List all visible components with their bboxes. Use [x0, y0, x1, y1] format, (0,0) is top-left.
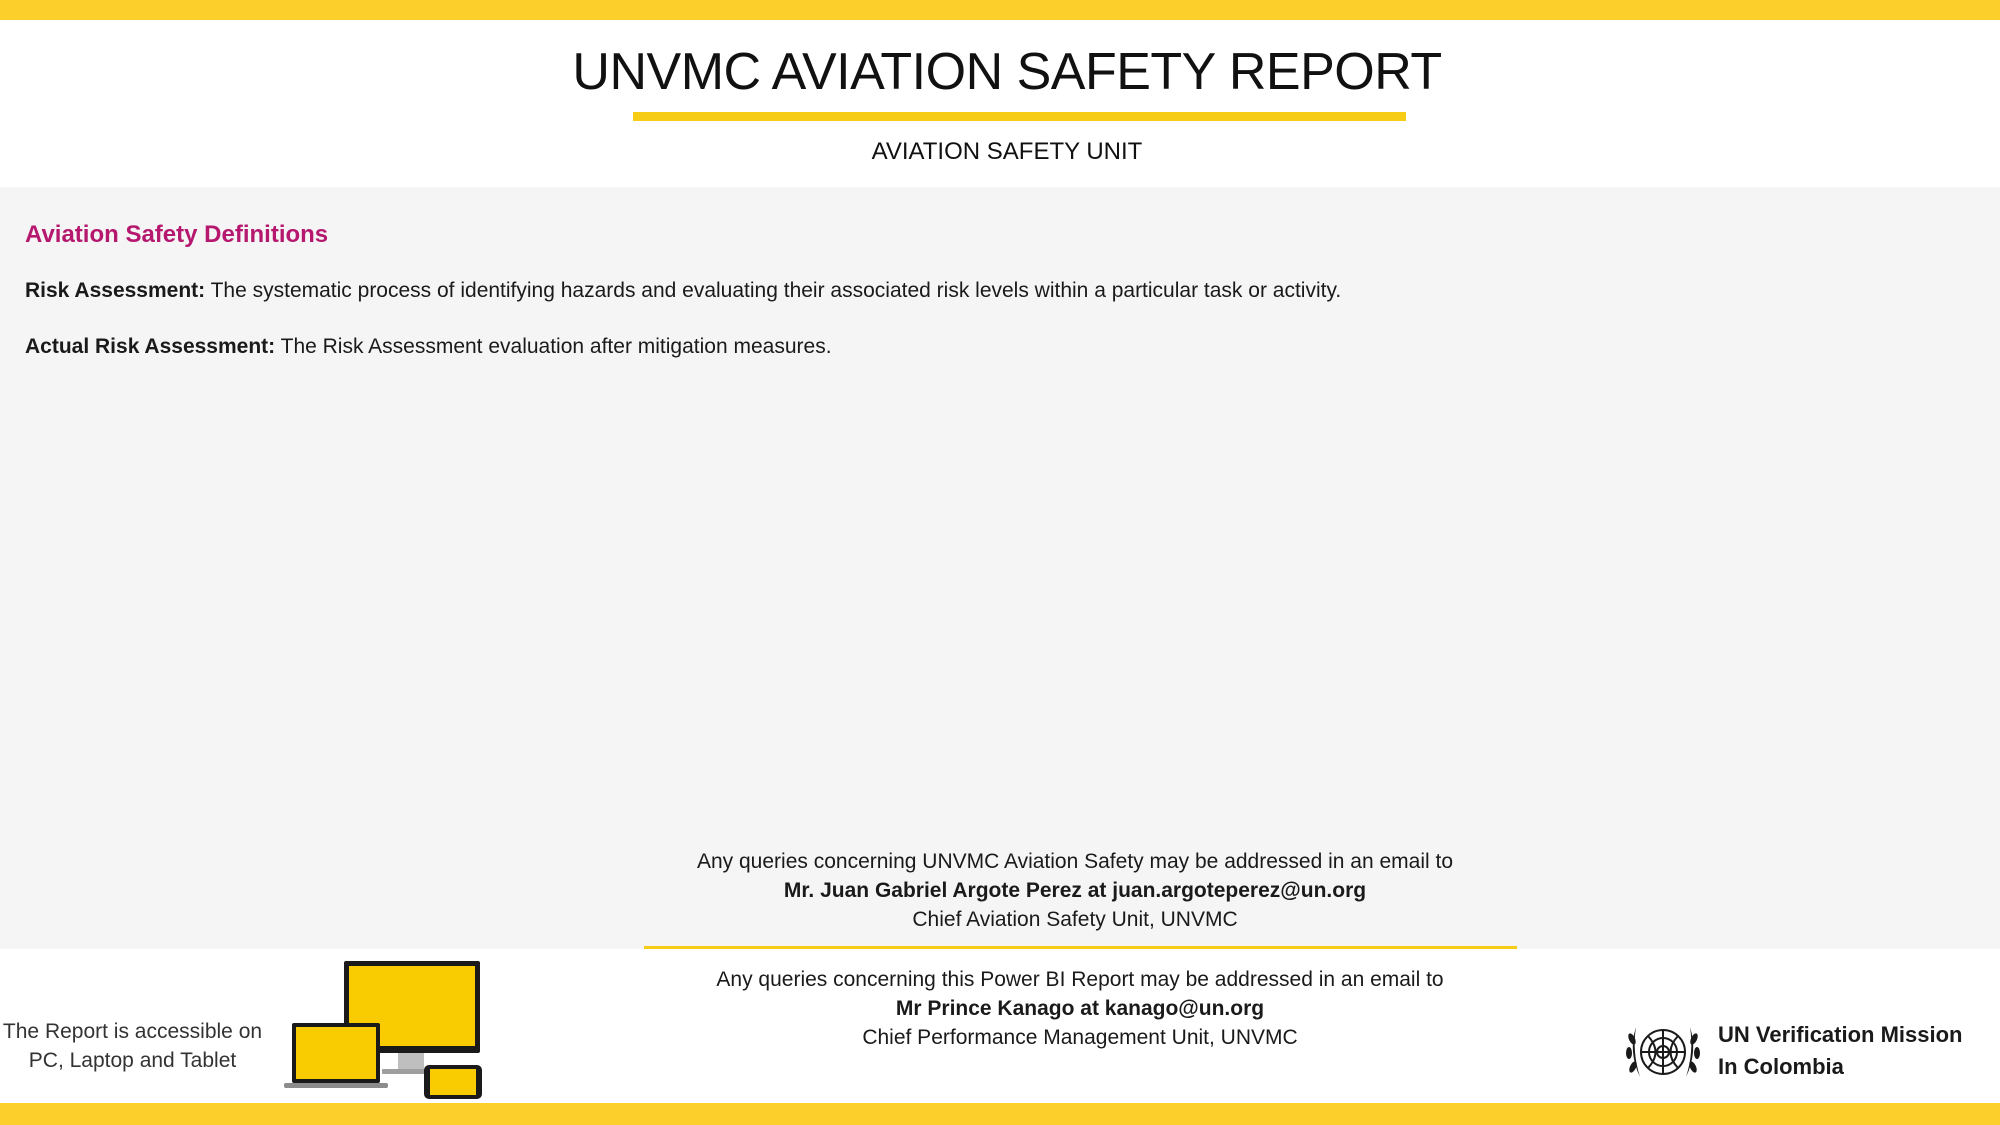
- definition-risk-assessment: [25, 279, 1341, 303]
- aviation-contact-intro: Any queries concerning UNVMC Aviation Safety may be addressed in an email to: [696, 850, 1453, 873]
- report-footer: [0, 949, 2000, 1103]
- report-header: [0, 20, 2000, 187]
- definitions-panel: [0, 187, 2000, 949]
- report-subtitle: AVIATION SAFETY UNIT: [871, 138, 1143, 165]
- bottom-accent-bar: [0, 1103, 2000, 1125]
- powerbi-contact-intro: Any queries concerning this Power BI Report may be addressed in an email to: [716, 968, 1444, 991]
- definition-actual-risk-assessment: [25, 335, 832, 359]
- powerbi-contact-role: Chief Performance Management Unit, UNVMC: [862, 1026, 1298, 1049]
- definition-term: Actual Risk Assessment:: [25, 335, 276, 358]
- definition-term: Risk Assessment:: [25, 279, 206, 302]
- powerbi-contact-name: Mr Prince Kanago at kanago@un.org: [895, 997, 1265, 1020]
- top-accent-bar: [0, 0, 2000, 20]
- un-mission-name: [1718, 1019, 1963, 1083]
- aviation-safety-contact: [0, 847, 2000, 934]
- aviation-contact-name: Mr. Juan Gabriel Argote Perez at juan.argoteperez@un.org: [783, 879, 1367, 902]
- definitions-heading: Aviation Safety Definitions: [25, 221, 329, 248]
- definition-text: The Risk Assessment evaluation after mitigation measures.: [275, 335, 832, 358]
- un-mission-line1: UN Verification Mission: [1718, 1022, 1963, 1047]
- definition-text: The systematic process of identifying hazards and evaluating their associated risk levels within a particular task or activity.: [205, 279, 1342, 302]
- un-emblem-icon: [1622, 1017, 1704, 1087]
- access-note-line2: PC, Laptop and Tablet: [28, 1049, 237, 1072]
- title-underline: [633, 112, 1406, 121]
- access-note-line1: The Report is accessible on: [2, 1020, 263, 1043]
- report-title: UNVMC AVIATION SAFETY REPORT: [572, 43, 1442, 101]
- aviation-contact-role: Chief Aviation Safety Unit, UNVMC: [912, 908, 1238, 931]
- un-mission-line2: In Colombia: [1718, 1054, 1844, 1079]
